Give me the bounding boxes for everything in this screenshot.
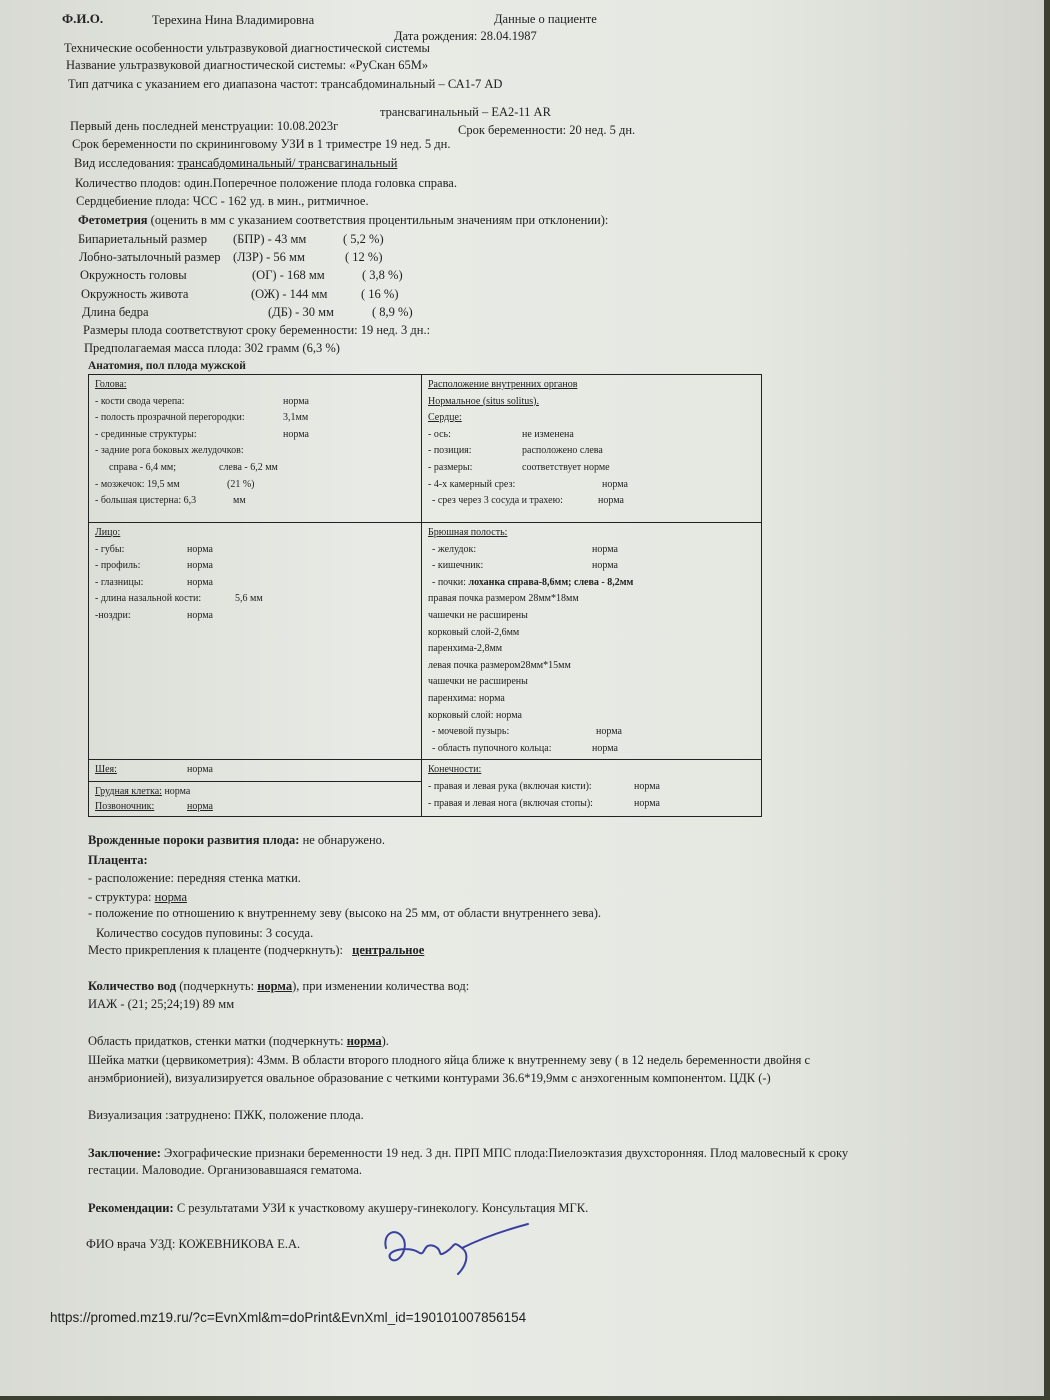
spine-row: Позвоночник: норма [95, 800, 213, 812]
fetometry-row [79, 249, 383, 265]
heart-row: - 4-х камерный срез: норма [428, 478, 628, 490]
table-row [89, 760, 762, 782]
anatomy-title: Анатомия, пол плода мужской [88, 360, 246, 372]
fetometry-value: (БПР) - 43 мм [233, 232, 307, 246]
heart-row: - позиция: расположено слева [428, 445, 603, 457]
probe-type: Тип датчика с указанием его диапазона частот: трансабдоминальный – СА1-7 AD [68, 77, 503, 91]
heart-row: - срез через 3 сосуда и трахею: норма [432, 495, 624, 507]
face-row: - губы: норма [95, 543, 213, 555]
malformations [88, 832, 385, 848]
face-row: - глазницы: норма [95, 576, 213, 588]
fetometry-value: (ОГ) - 168 мм [252, 268, 325, 282]
head-row: справа - 6,4 мм; слева - 6,2 мм [109, 461, 278, 473]
face-row: -ноздри: норма [95, 609, 213, 621]
fetometry-percentile: ( 3,8 %) [362, 268, 403, 282]
fetometry-note: (оценить в мм с указанием соответствия процентильным значениям при отклонении): [150, 213, 609, 227]
study-type [74, 155, 397, 171]
head-title: Голова: [95, 379, 127, 390]
neck-row: Шея: норма [95, 764, 213, 776]
abdomen-cell [422, 523, 762, 760]
cervix-line-2: анэмбрионией), визуализируется овальное образование с четкими контурами 36.6*19,9мм с анэхогенным компонентом. ЦДК (-) [88, 1071, 771, 1085]
abdomen-title: Брюшная полость: [428, 527, 508, 538]
fetometry-name: Бипариетальный размер [78, 232, 207, 246]
limbs-row: - правая и левая нога (включая стопы): норма [428, 797, 660, 809]
head-row: - мозжечок: 19,5 мм (21 %) [95, 478, 255, 490]
abdomen-row: - желудок: норма [432, 543, 618, 555]
fluid-note-post: ), при изменении количества вод: [292, 979, 470, 993]
placenta-structure-value: норма [154, 890, 188, 904]
print-url: https://promed.mz19.ru/?c=EvnXml&m=doPrint&EvnXml_id=190101007856154 [50, 1310, 527, 1325]
fetometry-row [81, 286, 399, 302]
malformations-label: Врожденные пороки развития плода: [88, 833, 300, 847]
doctor-name: ФИО врача УЗД: КОЖЕВНИКОВА Е.А. [86, 1237, 301, 1251]
fetometry-name: Лобно-затылочный размер [79, 250, 221, 264]
probe-type-2: трансвагинальный – ЕА2-11 AR [380, 105, 551, 119]
fetometry-row [82, 304, 413, 320]
fetometry-heading [78, 212, 608, 228]
fetometry-percentile: ( 8,9 %) [372, 305, 413, 319]
abdomen-line: чашечки не расширены [428, 609, 528, 621]
fluid-norm: норма [257, 979, 293, 993]
amniotic-fluid [88, 978, 469, 994]
fetometry-name: Длина бедра [82, 305, 149, 319]
fetometry-title: Фетометрия [78, 213, 148, 227]
face-row: - профиль: норма [95, 560, 213, 572]
placenta-position: - положение по отношению к внутреннему зеву (высоко на 25 мм, от области внутреннего зева). [88, 906, 602, 920]
abdomen-row: - мочевой пузырь: норма [432, 726, 622, 738]
organs-title: Расположение внутренних органов [428, 379, 578, 390]
anatomy-table [88, 374, 762, 817]
recommendations-label: Рекомендации: [88, 1201, 174, 1215]
adnexa-text: Область придатков, стенки матки (подчеркнуть: [88, 1034, 344, 1048]
conclusion-line-1 [88, 1145, 848, 1161]
organs-cell [422, 375, 762, 523]
fetus-count: Количество плодов: один.Поперечное положение плода головка справа. [75, 176, 457, 190]
adnexa-norm: норма [346, 1034, 382, 1048]
fetometry-percentile: ( 5,2 %) [343, 232, 384, 246]
system-name: Название ультразвуковой диагностической системы: «РуСкан 65М» [66, 58, 429, 72]
abdomen-line: чашечки не расширены [428, 676, 528, 688]
adnexa [88, 1033, 389, 1049]
estimated-mass: Предполагаемая масса плода: 302 грамм (6,3 %) [84, 341, 340, 355]
head-cell [89, 375, 422, 523]
head-row: - кости свода черепа: норма [95, 395, 309, 407]
head-row: - большая цистерна: 6,3 мм [95, 495, 246, 507]
attachment-value: центральное [352, 943, 425, 957]
visualization: Визуализация :затруднено: ПЖК, положение плода. [88, 1108, 364, 1122]
table-row [89, 523, 762, 760]
study-value: трансабдоминальный/ трансвагинальный [177, 156, 398, 170]
fetometry-value: (ОЖ) - 144 мм [251, 287, 328, 301]
table-row [89, 375, 762, 523]
fio-label: Ф.И.О. [62, 11, 104, 26]
abdomen-row: - область пупочного кольца: норма [432, 742, 618, 754]
size-match: Размеры плода соответствуют сроку беременности: 19 нед. 3 дн.: [83, 323, 431, 337]
fetometry-name: Окружность живота [81, 287, 189, 301]
signature-icon [378, 1218, 538, 1278]
screening-ga: Срок беременности по скрининговому УЗИ в 1 триместре 19 нед. 5 дн. [72, 137, 451, 151]
study-label: Вид исследования: [74, 156, 175, 170]
fetometry-percentile: ( 12 %) [345, 250, 383, 264]
fetometry-row [80, 267, 403, 283]
kidneys-row: - почки: лоханка справа-8,6мм; слева - 8,2мм [432, 576, 634, 588]
head-row: - полость прозрачной перегородки: 3,1мм [95, 412, 309, 424]
lmp-date: Первый день последней менструации: 10.08.2023г [70, 119, 339, 133]
limbs-row: - правая и левая рука (включая кисти): норма [428, 780, 660, 792]
attachment-label: Место прикрепления к плаценте (подчеркнуть): [88, 943, 343, 957]
abdomen-line: корковый слой: норма [428, 709, 522, 721]
heart-title: Сердце: [428, 412, 462, 424]
fetometry-value: (ЛЗР) - 56 мм [233, 250, 305, 264]
fluid-note: (подчеркнуть: [179, 979, 255, 993]
situs: Нормальное (situs solitus). [428, 395, 539, 407]
cord-vessels: Количество сосудов пуповины: 3 сосуда. [96, 926, 314, 940]
chest-spine-cell [89, 781, 422, 816]
chest-row: Грудная клетка: норма [95, 785, 191, 797]
cord-attachment [88, 942, 424, 958]
cervix-line-1: Шейка матки (цервикометрия): 43мм. В области второго плодного яйца ближе к внутреннему зеву ( в 12 недель беременности двойня с [88, 1053, 810, 1067]
head-row: - срединные структуры: норма [95, 428, 309, 440]
abdomen-row: - кишечник: норма [432, 560, 618, 572]
fetometry-name: Окружность головы [80, 268, 187, 282]
abdomen-line: паренхима-2,8мм [428, 643, 503, 655]
face-row: - длина назальной кости: 5,6 мм [95, 593, 263, 605]
heart-row: - размеры: соответствует норме [428, 461, 610, 473]
limbs-cell [422, 760, 762, 817]
abdomen-line: левая почка размером28мм*15мм [428, 659, 571, 671]
heart-row: - ось: не изменена [428, 428, 574, 440]
tech-specs: Технические особенности ультразвуковой диагностической системы [64, 41, 430, 55]
conclusion-label: Заключение: [88, 1146, 161, 1160]
limbs-title: Конечности: [428, 764, 482, 776]
recommendations-value: С результатами УЗИ к участковому акушеру-гинекологу. Консультация МГК. [176, 1201, 589, 1215]
adnexa-post: ). [381, 1034, 389, 1048]
placenta-location: - расположение: передняя стенка матки. [88, 871, 301, 885]
birth-value: 28.04.1987 [480, 29, 537, 43]
malformations-value: не обнаружено. [302, 833, 386, 847]
neck-cell [89, 760, 422, 782]
fetometry-row [78, 231, 384, 247]
placenta-structure [88, 889, 187, 905]
placenta-structure-label: - структура: [88, 890, 152, 904]
recommendations [88, 1200, 588, 1216]
face-title: Лицо: [95, 527, 121, 538]
fluid-label: Количество вод [88, 979, 177, 993]
gestational-age: Срок беременности: 20 нед. 5 дн. [458, 123, 636, 137]
abdomen-line: паренхима: норма [428, 692, 505, 704]
face-cell [89, 523, 422, 760]
abdomen-line: корковый слой-2,6мм [428, 626, 520, 638]
head-row: - задние рога боковых желудочков: [95, 445, 244, 457]
abdomen-line: правая почка размером 28мм*18мм [428, 593, 579, 605]
afi: ИАЖ - (21; 25;24;19) 89 мм [88, 997, 235, 1011]
fetometry-value: (ДБ) - 30 мм [268, 305, 334, 319]
fetometry-percentile: ( 16 %) [361, 287, 399, 301]
fio-value: Терехина Нина Владимировна [152, 13, 315, 27]
patient-data-heading: Данные о пациенте [494, 12, 597, 26]
conclusion-line-2: гестации. Маловодие. Организовавшаяся гематома. [88, 1163, 363, 1177]
fetal-heartbeat: Сердцебиение плода: ЧСС - 162 уд. в мин., ритмичное. [76, 194, 369, 208]
birth-label: Дата рождения: [394, 29, 478, 43]
placenta-title: Плацента: [88, 853, 148, 867]
conclusion-text: Эхографические признаки беременности 19 нед. 3 дн. ПРП МПС плода:Пиелоэктазия двухсторонняя. Плод маловесный к сроку [163, 1146, 849, 1160]
